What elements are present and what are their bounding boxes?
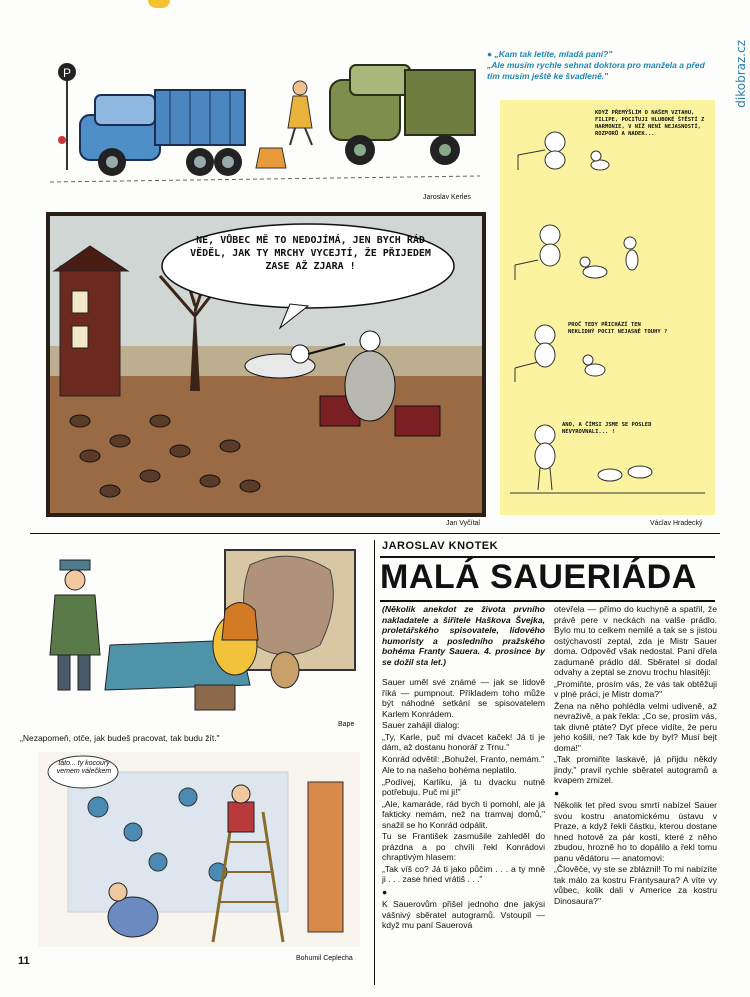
top-quote [487, 49, 717, 82]
strip-panel1-text: KDYŽ PŘEMÝŠLÍM O NAŠEM VZTAHU, FILIPE, POCIŤUJI HLUBOKÉ ŠTĚSTÍ Z HARMONIE, V NÍŽ NENÍ NEJASNOSTÍ, ROZPORŮ A NADEK... [595, 110, 705, 137]
cartoon-bape [40, 545, 360, 715]
quote-line1: „Kam tak letíte, mladá paní?" [494, 49, 613, 59]
truck-illustration [50, 50, 480, 190]
article-paragraph: Několik let před svou smrtí nabízel Sauer svou kostru anatomickému ústavu v Praze, a když řekli částku, kterou dostane hned hotově za pár kostí, které z něho zbudou, hrozně ho to dopálilo a řekl tomu panu vědátoru — anatomovi: [554, 800, 717, 863]
section-bullet: ● [554, 787, 560, 798]
cartoon-kerles [50, 50, 480, 190]
svg-text:P: P [63, 66, 72, 80]
article-paragraph: Tu se František zasmušile zahleděl do prázdna a po chvíli řekl Konrádovi chraptivým hlasem: [382, 831, 545, 862]
article-paragraph: otevřela — přímo do kuchyně a spatřil, že právě pere v neckách na valše prádlo. Bylo mu to celkem nemilé a tak se s jistou ostýchavostí zeptal, zda je Mistr Sauer doma. Odpověď však nedostal. Paní dřela zadumaně prádlo dál. Sběratel si dodal odvahy a zeptal se znovu trochu hlasitěji: [554, 604, 717, 677]
article-paragraph: „Tak víš co? Já ti jako půčim . . . a ty mně ji . . . zase hned vrátiš . . ." [382, 863, 545, 884]
bullet-icon: ● [487, 49, 495, 59]
credit-vycital: Jan Vyčítal [446, 520, 480, 527]
page-number: 11 [18, 955, 30, 967]
article-title-rule-bottom [380, 600, 715, 602]
credit-kerles: Jaroslav Kerles [423, 194, 471, 201]
credit-hradecky: Václav Hradecký [650, 520, 703, 527]
article-paragraph: „Ty, Karle, puč mi dvacet kaček! Já ti je dám, až dostanu honorář z Trnu." [382, 731, 545, 752]
article-col2 [554, 604, 717, 907]
article-paragraph: Žena na něho pohlédla velmi udiveně, až nevraživě, a pak řekla: „Co se, prosím vás, tak divně ptáte? Dyť přece vidíte, že peru jeho košili, ne? Tak kde by byl? Musí bejt doma!" [554, 700, 717, 753]
cartoon-ceplecha-drawing [38, 752, 360, 947]
section-bullet: ● [382, 886, 388, 897]
strip-panel4-text: ANO, A ČÍMSI JSME SE POSLED NEVYROVNALI... ! [562, 422, 652, 435]
strip-panel3-text: PROČ TEDY PŘICHÁZÍ TEN NEKLIDNÝ POCIT NEJASNÉ TOUHY ? [568, 322, 668, 335]
bape-caption: „Nezapomeň, otče, jak budeš pracovat, tak budu žít." [20, 733, 220, 743]
article-intro: (Několik anekdot ze života prvního nakladatele a šiřitele Haškova Švejka, proletářského spisovatele, lidového humoristy a posledního pražského bohéma Franty Sauera. 4. prosince by se dožil sta let.) [382, 604, 545, 667]
ceplecha-speech: táto... ty kocoury vemem válečkem [56, 760, 112, 775]
article-paragraph: „Člověče, vy ste se zbláznil! To mi nabízíte tak málo za kostru Frantysaura? A víte vy vůbec, kolik dali v Americe za kostru Dinosaura?" [554, 864, 717, 906]
article-paragraph: Konrád odvětil: „Bohužel, Franto, nemám." [382, 753, 545, 764]
article-paragraph: Sauer uměl své známé — jak se lidově říká — pumpnout. Příkladem toho může být náhodné setkání se spisovatelem Karlem Konrádem. [382, 677, 545, 719]
article-paragraph: Ale to na našeho bohéma neplatilo. [382, 765, 517, 775]
article-paragraph: Sauer zahájil dialog: [382, 720, 460, 730]
divider-vertical [374, 540, 375, 985]
cartoon-ceplecha [38, 752, 360, 947]
divider-horizontal [30, 533, 720, 534]
article-paragraph: „Podívej, Karlíku, já tu dvacku nutně potřebuju. Puč mi ji!" [382, 776, 545, 797]
article-paragraph: „Ale, kamaráde, rád bych ti pomohl, ale já fakticky nemám, než na tramvaj domů," snažil se ho Konrád odpálit. [382, 798, 545, 830]
strip-hradecky [500, 100, 715, 515]
article-author: JAROSLAV KNOTEK [382, 540, 499, 552]
strip-drawing [500, 100, 715, 515]
watermark: dikobraz.cz [734, 40, 748, 108]
article-paragraph: „Promiňte, prosím vás, že vás tak obtěžuji v plné práci, je Mistr doma?" [554, 678, 717, 699]
article-paragraph: „Tak promiňte laskavě, já přijdu někdy jindy," pravil rychle sběratel autogramů a kvapem zmizel. [554, 754, 717, 785]
quote-line2: „Ale musím rychle sehnat doktora pro manžela a před tím musím ještě ke švadleně." [487, 60, 705, 81]
cartoon-bape-drawing [40, 545, 360, 715]
article-paragraph: K Sauerovům přišel jednoho dne jakýsi vášnivý sběratel autogramů. Vstoupil — když mu paní Sauerová [382, 899, 545, 930]
article-title: MALÁ SAUERIÁDA [380, 558, 697, 596]
credit-ceplecha: Bohumil Ceplecha [296, 955, 353, 962]
article-col1 [382, 604, 545, 932]
credit-bape: Bape [338, 721, 355, 728]
cartoon-vycital [46, 212, 486, 517]
gold-tab [148, 0, 170, 8]
vycital-speech: NE, VŮBEC MĚ TO NEDOJÍMÁ, JEN BYCH RÁD VĚDĚL, JAK TY MRCHY VYCEJTÍ, ŽE PŘIJEDEM ZASE AŽ ZJARA ! [190, 235, 431, 272]
